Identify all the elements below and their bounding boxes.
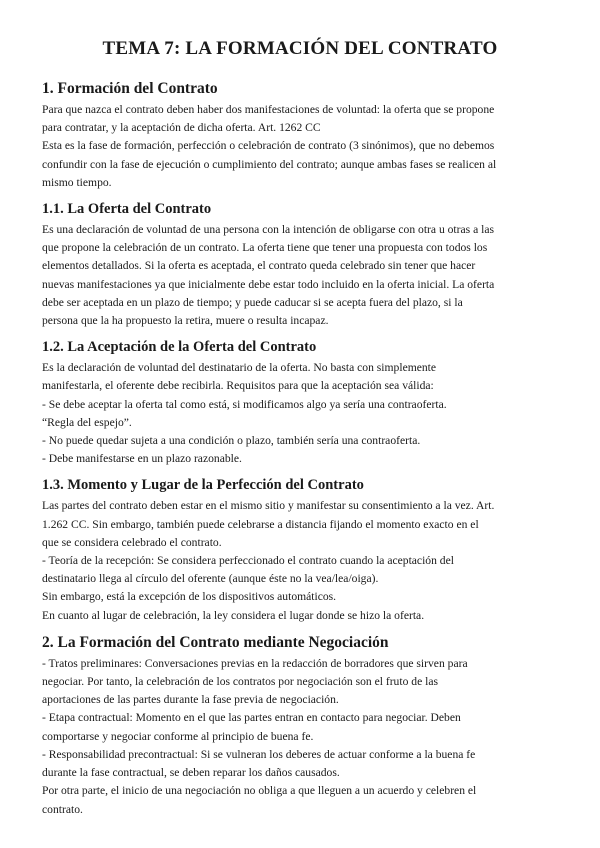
section: [42, 477, 558, 624]
document-body: [42, 80, 558, 819]
paragraph-line: negociar. Por tanto, la celebración de los contratos por negociación son el fruto de las: [42, 675, 438, 689]
paragraph-line: 1.262 CC. Sin embargo, también puede celebrarse a distancia fijando el momento exacto en el: [42, 517, 479, 531]
paragraph-line: nuevas manifestaciones ya que inicialmente debe estar todo incluido en la oferta inicial. La oferta: [42, 277, 495, 291]
paragraph-line: “Regla del espejo”.: [42, 415, 132, 429]
paragraph-line: Esta es la fase de formación, perfección o celebración de contrato (3 sinónimos), que no debemos: [42, 139, 495, 153]
paragraph-line: confundir con la fase de ejecución o cumplimiento del contrato; aunque ambas fases se realicen al: [42, 157, 497, 171]
paragraph-line: - Responsabilidad precontractual: Si se vulneran los deberes de actuar conforme a la buena fe: [42, 747, 476, 761]
paragraph-line: debe ser aceptada en un plazo de tiempo; y puede caducar si se acepta fuera del plazo, si la: [42, 295, 463, 309]
paragraph-line: manifestarla, el oferente debe recibirla. Requisitos para que la aceptación sea válida:: [42, 379, 434, 393]
paragraph-line: Para que nazca el contrato deben haber dos manifestaciones de voluntad: la oferta que se propone: [42, 103, 495, 116]
paragraph-line: elementos detallados. Si la oferta es aceptada, el contrato queda celebrado sin tener que hacer: [42, 259, 476, 273]
section-heading: 1. Formación del Contrato: [42, 80, 218, 97]
paragraph-line: En cuanto al lugar de celebración, la ley considera el lugar donde se hizo la oferta.: [42, 608, 425, 622]
paragraph-line: - Tratos preliminares: Conversaciones previas en la redacción de borradores que sirven para: [42, 656, 468, 670]
paragraph-line: persona que la ha propuesto la retira, muere o resulta incapaz.: [42, 314, 329, 328]
section: [42, 80, 558, 192]
paragraph-line: - Se debe aceptar la oferta tal como está, si modificamos algo ya sería una contraoferta.: [42, 397, 447, 411]
paragraph-line: - Debe manifestarse en un plazo razonable.: [42, 452, 242, 466]
section: [42, 339, 558, 468]
paragraph-line: mismo tiempo.: [42, 175, 112, 189]
paragraph-line: Por otra parte, el inicio de una negociación no obliga a que lleguen a un acuerdo y celebren el: [42, 784, 477, 798]
section-heading: 1.2. La Aceptación de la Oferta del Contrato: [42, 339, 317, 356]
paragraph-line: aportaciones de las partes durante la fase previa de negociación.: [42, 693, 339, 707]
paragraph-line: - Teoría de la recepción: Se considera perfeccionado el contrato cuando la aceptación del: [42, 554, 454, 568]
paragraph-line: Las partes del contrato deben estar en el mismo sitio y manifestar su consentimiento a la vez. Art.: [42, 499, 495, 513]
paragraph-line: durante la fase contractual, se deben reparar los daños causados.: [42, 766, 340, 780]
paragraph-line: - No puede quedar sujeta a una condición o plazo, también sería una contraoferta.: [42, 434, 421, 448]
paragraph-line: Es una declaración de voluntad de una persona con la intención de obligarse con otra u otras a las: [42, 223, 494, 237]
paragraph-line: comportarse y negociar conforme al principio de buena fe.: [42, 729, 314, 743]
paragraph-line: Sin embargo, está la excepción de los dispositivos automáticos.: [42, 590, 337, 604]
section-heading: 1.1. La Oferta del Contrato: [42, 201, 212, 218]
section: [42, 201, 558, 330]
section-heading: 1.3. Momento y Lugar de la Perfección del Contrato: [42, 477, 364, 494]
paragraph-line: que propone la celebración de un contrato. La oferta tiene que tener una propuesta con todos los: [42, 241, 488, 255]
paragraph-line: que se considera celebrado el contrato.: [42, 535, 222, 549]
section-heading: 2. La Formación del Contrato mediante Negociación: [42, 633, 389, 651]
paragraph-line: Es la declaración de voluntad del destinatario de la oferta. No basta con simplemente: [42, 361, 437, 375]
document-title: TEMA 7: LA FORMACIÓN DEL CONTRATO: [102, 38, 498, 59]
section: [42, 634, 558, 819]
paragraph-line: destinatario llega al círculo del oferente (aunque éste no la vea/lea/oiga).: [42, 572, 379, 586]
paragraph-line: contrato.: [42, 802, 83, 816]
paragraph-line: para contratar, y la aceptación de dicha oferta. Art. 1262 CC: [42, 121, 321, 135]
paragraph-line: - Etapa contractual: Momento en el que las partes entran en contacto para negociar. Deben: [42, 711, 461, 725]
